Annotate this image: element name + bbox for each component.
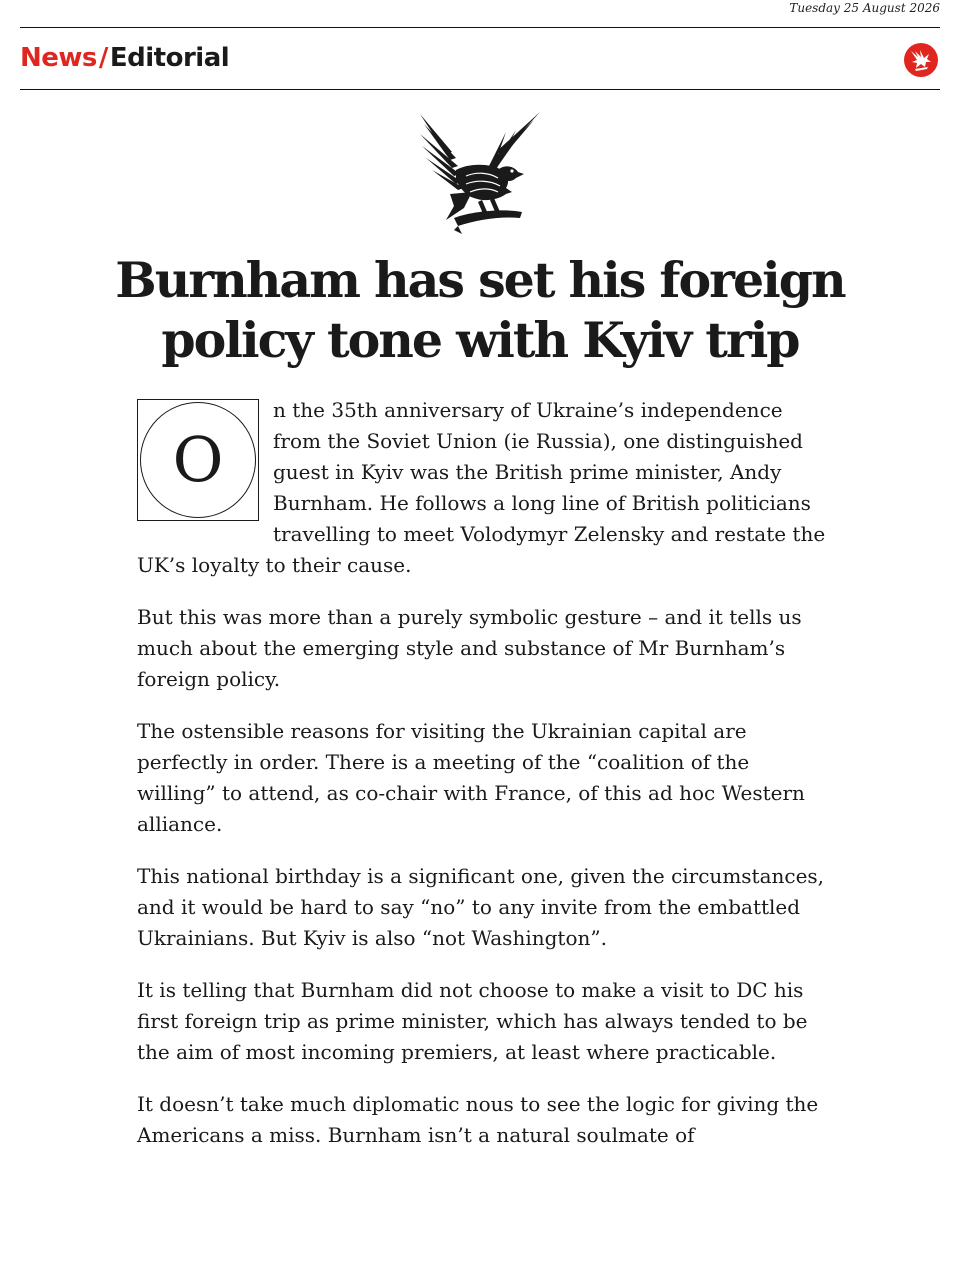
- article-headline: Burnham has set his foreign policy tone with Kyiv trip: [115, 251, 845, 369]
- paragraph-text: n the 35th anniversary of Ukraine’s independence from the Soviet Union (ie Russia), one distinguished guest in Kyiv was the British prime minister, Andy Burnham. He follows a long line of British politicians travelling to meet Volodymyr Zelensky and restate the UK’s loyalty to their cause.: [137, 398, 826, 577]
- article-paragraph: [137, 395, 827, 581]
- breadcrumb-separator: /: [98, 43, 108, 73]
- article-paragraph: It doesn’t take much diplomatic nous to see the logic for giving the Americans a miss. Burnham isn’t a natural soulmate of: [137, 1092, 819, 1147]
- section-news-link[interactable]: News: [20, 43, 97, 73]
- article-paragraph: It is telling that Burnham did not choose to make a visit to DC his first foreign trip as prime minister, which has always tended to be the aim of most incoming premiers, at least where practicable.: [137, 978, 808, 1064]
- eagle-logo-icon: [410, 108, 550, 238]
- article-body: [137, 395, 827, 1172]
- section-bar: [20, 40, 940, 80]
- article-paragraph: But this was more than a purely symbolic gesture – and it tells us much about the emerging style and substance of Mr Burnham’s foreign policy.: [137, 605, 802, 691]
- publication-date: Tuesday 25 August 2026: [789, 1, 940, 15]
- section-editorial-link[interactable]: Editorial: [109, 43, 230, 73]
- article-paragraph: This national birthday is a significant one, given the circumstances, and it would be hard to say “no” to any invite from the embattled Ukrainians. But Kyiv is also “not Washington”.: [137, 864, 825, 950]
- section-breadcrumb: [20, 40, 229, 76]
- drop-cap-letter: O: [172, 423, 224, 496]
- top-rule: [20, 27, 940, 28]
- drop-cap: [137, 399, 259, 521]
- article-paragraph: The ostensible reasons for visiting the Ukrainian capital are perfectly in order. There is a meeting of the “coalition of the willing” to attend, as co-chair with France, of this ad hoc Western alliance.: [137, 719, 805, 836]
- bottom-rule: [20, 89, 940, 90]
- eagle-badge-icon[interactable]: [903, 42, 939, 78]
